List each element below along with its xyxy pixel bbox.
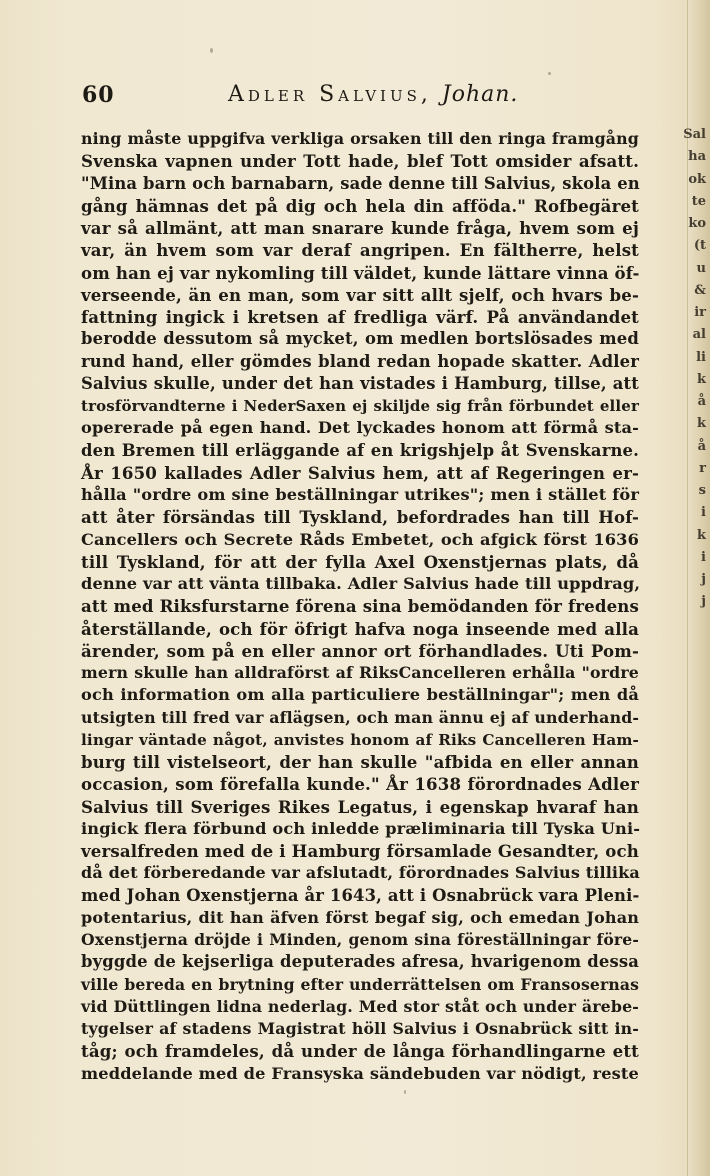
text-line: Cancellers och Secrete Råds Embetet, och afgick först 1636 (81, 529, 639, 549)
text-line: byggde de kejserliga deputerades afresa, hvarigenom dessa (81, 952, 639, 972)
text-line: "Mina barn och barnabarn, sade denne till Salvius, skola en (81, 173, 640, 193)
edge-glyph: Sal (683, 127, 706, 142)
running-head-prefix: Adler Salvius, (228, 82, 432, 107)
text-line: tåg; och framdeles, då under de långa förhandlingarne ett (81, 1041, 639, 1062)
text-line: och information om alla particuliere beställningar"; men då (81, 685, 639, 705)
running-head-name: Johan. (441, 82, 519, 107)
text-line: ville bereda en brytning efter underrättelsen om Fransosernas (81, 974, 639, 994)
edge-glyph: å (697, 394, 706, 409)
text-line: ning måste uppgifva verkliga orsaken till den ringa framgång (81, 129, 639, 148)
text-line: var, än hvem som var deraf angripen. En fältherre, helst (81, 240, 639, 261)
text-line: trosförvandterne i NederSaxen ej skiljde sig från förbundet eller (81, 397, 639, 415)
text-line: att åter försändas till Tyskland, befordrades han till Hof- (81, 507, 639, 528)
text-line: återställande, och för öfrigt hafva noga inseende med alla (81, 618, 639, 639)
edge-glyph: (t (693, 238, 706, 254)
text-line: ingick flera förbund och inledde præliminaria till Tyska Uni- (81, 818, 641, 838)
text-line: meddelande med de Fransyska sändebuden var nödigt, reste (81, 1063, 639, 1083)
text-line: burg till vistelseort, der han skulle "afbida en eller annan (81, 752, 639, 772)
edge-glyph: u (696, 260, 706, 276)
text-line: verseende, än en man, som var sitt allt sjelf, och hvars be- (81, 284, 639, 305)
text-line: Oxenstjerna dröjde i Minden, genom sina föreställningar före- (81, 930, 639, 949)
page-number: 60 (82, 82, 115, 108)
edge-glyph: i (701, 549, 706, 565)
edge-glyph: te (691, 193, 706, 209)
text-line: opererade på egen hand. Det lyckades honom att förmå sta- (81, 418, 639, 438)
edge-glyph: ok (688, 171, 706, 187)
text-line: att med Riksfurstarne förena sina bemödanden för fredens (81, 596, 639, 617)
body-text (81, 128, 639, 1085)
text-line: mern skulle han alldraförst af RiksCancelleren erhålla "ordre (81, 663, 639, 682)
text-line: versalfreden med de i Hamburg församlade Gesandter, och (81, 841, 639, 861)
text-line: om han ej var nykomling till väldet, kunde lättare vinna öf- (81, 262, 640, 283)
text-line: År 1650 kallades Adler Salvius hem, att af Regeringen er- (81, 462, 639, 483)
text-line: var så allmänt, att man snarare kunde fråga, hvem som ej (81, 218, 639, 238)
text-line: Salvius till Sveriges Rikes Legatus, i egenskap hvaraf han (81, 796, 639, 817)
text-line: tygelser af stadens Magistrat höll Salvius i Osnabrück sitt in- (81, 1019, 639, 1038)
edge-glyph: i (701, 505, 706, 521)
paper-speck (404, 1090, 406, 1094)
text-line: potentarius, dit han äfven först begaf sig, och emedan Johan (81, 907, 639, 927)
paper-speck (548, 72, 551, 75)
page-header (82, 78, 642, 108)
text-line: ärender, som på en eller annor ort förhandlades. Uti Pom- (81, 640, 639, 661)
text-line: hålla "ordre om sine beställningar utrikes"; men i stället för (81, 485, 639, 504)
text-line: Salvius skulle, under det han vistades i Hamburg, tillse, att (81, 373, 639, 393)
text-line: gång hämnas det på dig och hela din afföda." Rofbegäret (81, 195, 639, 216)
edge-glyph: ko (688, 216, 706, 231)
text-line: Svenska vapnen under Tott hade, blef Tott omsider afsatt. (81, 151, 639, 172)
edge-glyph: r (699, 460, 706, 476)
edge-glyph: å (697, 438, 706, 454)
text-line: då det förberedande var afslutadt, förordnades Salvius tillika (81, 863, 640, 883)
text-line: utsigten till fred var aflägsen, och man ännu ej af underhand- (81, 707, 640, 727)
facing-page-edge (683, 0, 710, 1176)
text-line: occasion, som förefalla kunde." År 1638 förordnades Adler (81, 774, 639, 795)
edge-glyph: s (698, 483, 706, 498)
edge-glyph: k (696, 416, 706, 432)
edge-glyph: k (696, 371, 706, 387)
text-line: den Bremen till erläggande af en krigshjelp åt Svenskarne. (81, 440, 639, 460)
edge-glyph: & (694, 282, 706, 298)
text-line: rund hand, eller gömdes bland redan hopade skatter. Adler (81, 351, 639, 371)
edge-glyph: ir (694, 305, 706, 320)
edge-glyph: al (692, 327, 706, 343)
edge-glyph: k (696, 527, 706, 543)
running-head (228, 82, 518, 107)
text-line: berodde dessutom så mycket, om medlen bortslösades med (81, 329, 639, 349)
edge-glyph: j (701, 572, 706, 587)
paper-speck (210, 48, 213, 53)
text-line: till Tyskland, för att der fylla Axel Oxenstjernas plats, då (81, 551, 639, 572)
edge-glyph: li (696, 349, 706, 365)
text-line: med Johan Oxenstjerna år 1643, att i Osnabrück vara Pleni- (81, 885, 640, 905)
edge-glyph: ha (688, 149, 706, 165)
text-line: lingar väntade något, anvistes honom af Riks Cancelleren Ham- (81, 730, 639, 749)
edge-glyph: j (701, 594, 706, 610)
text-line: denne var att vänta tillbaka. Adler Salvius hade till uppdrag, (81, 574, 641, 593)
text-line: fattning ingick i kretsen af fredliga värf. På användandet (81, 307, 639, 327)
text-line: vid Düttlingen lidna nederlag. Med stor ståt och under ärebe- (81, 996, 639, 1016)
